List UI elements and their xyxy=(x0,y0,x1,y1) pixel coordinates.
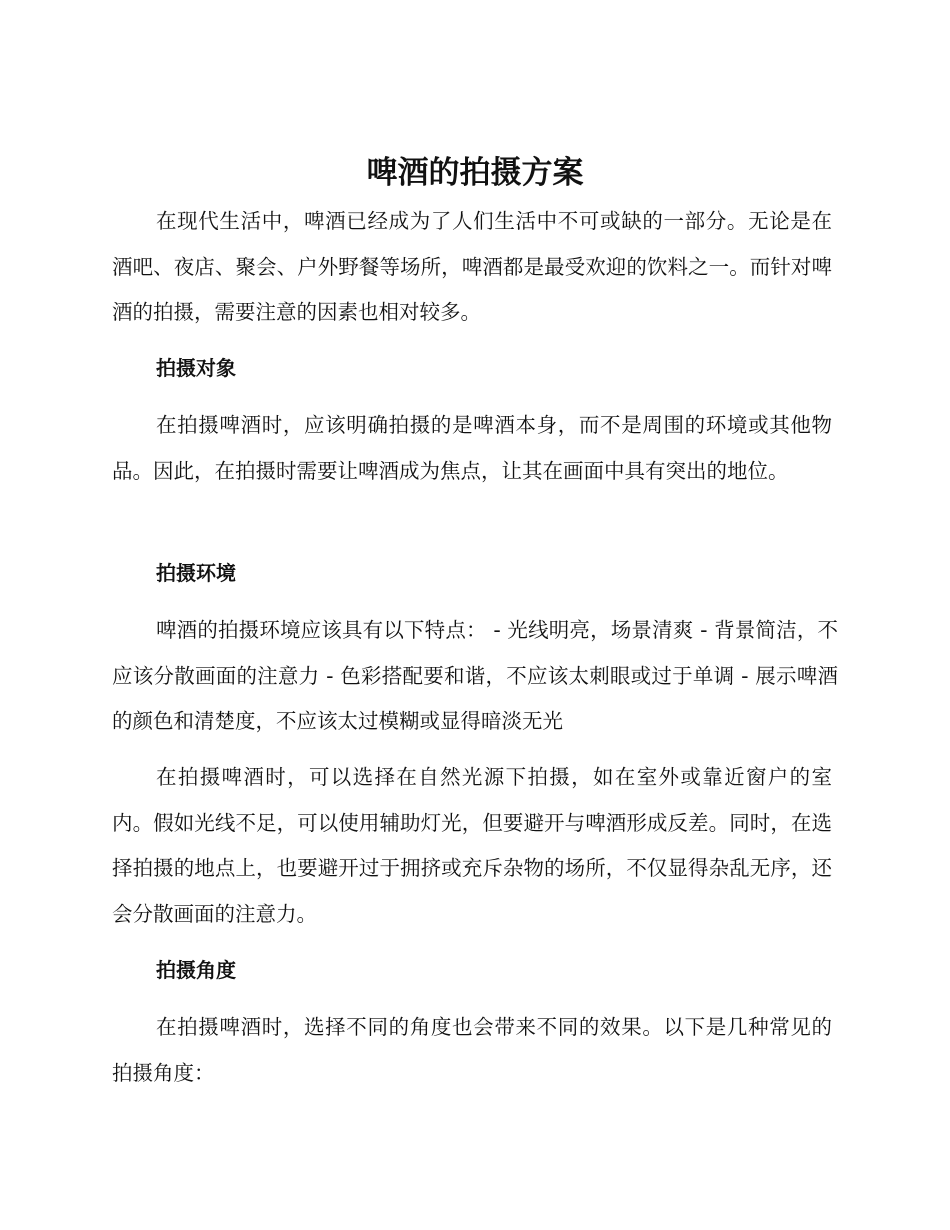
section-heading-angle: 拍摄角度 xyxy=(156,958,236,982)
angle-paragraph: 在拍摄啤酒时，选择不同的角度也会带来不同的效果。以下是几种常见的拍摄角度： xyxy=(112,1015,832,1085)
environment-paragraph-features: 啤酒的拍摄环境应该具有以下特点： - 光线明亮，场景清爽 - 背景简洁，不应该分散画面的注意力 - 色彩搭配要和谐，不应该太刺眼或过于单调 - 展示啤酒的颜色和清楚度，不应该太过模糊或显得暗淡无光 xyxy=(112,618,838,733)
document-title: 啤酒的拍摄方案 xyxy=(366,155,584,191)
section-heading-environment: 拍摄环境 xyxy=(156,561,236,585)
subject-paragraph: 在拍摄啤酒时，应该明确拍摄的是啤酒本身，而不是周围的环境或其他物品。因此，在拍摄时需要让啤酒成为焦点，让其在画面中具有突出的地位。 xyxy=(112,413,832,483)
section-heading-subject: 拍摄对象 xyxy=(156,356,236,380)
environment-paragraph-lighting: 在拍摄啤酒时，可以选择在自然光源下拍摄，如在室外或靠近窗户的室内。假如光线不足，可以使用辅助灯光，但要避开与啤酒形成反差。同时，在选择拍摄的地点上，也要避开过于拥挤或充斥杂物的场所，不仅显得杂乱无序，还会分散画面的注意力。 xyxy=(112,765,832,926)
intro-paragraph: 在现代生活中，啤酒已经成为了人们生活中不可或缺的一部分。无论是在酒吧、夜店、聚会、户外野餐等场所，啤酒都是最受欢迎的饮料之一。而针对啤酒的拍摄，需要注意的因素也相对较多。 xyxy=(112,209,832,324)
